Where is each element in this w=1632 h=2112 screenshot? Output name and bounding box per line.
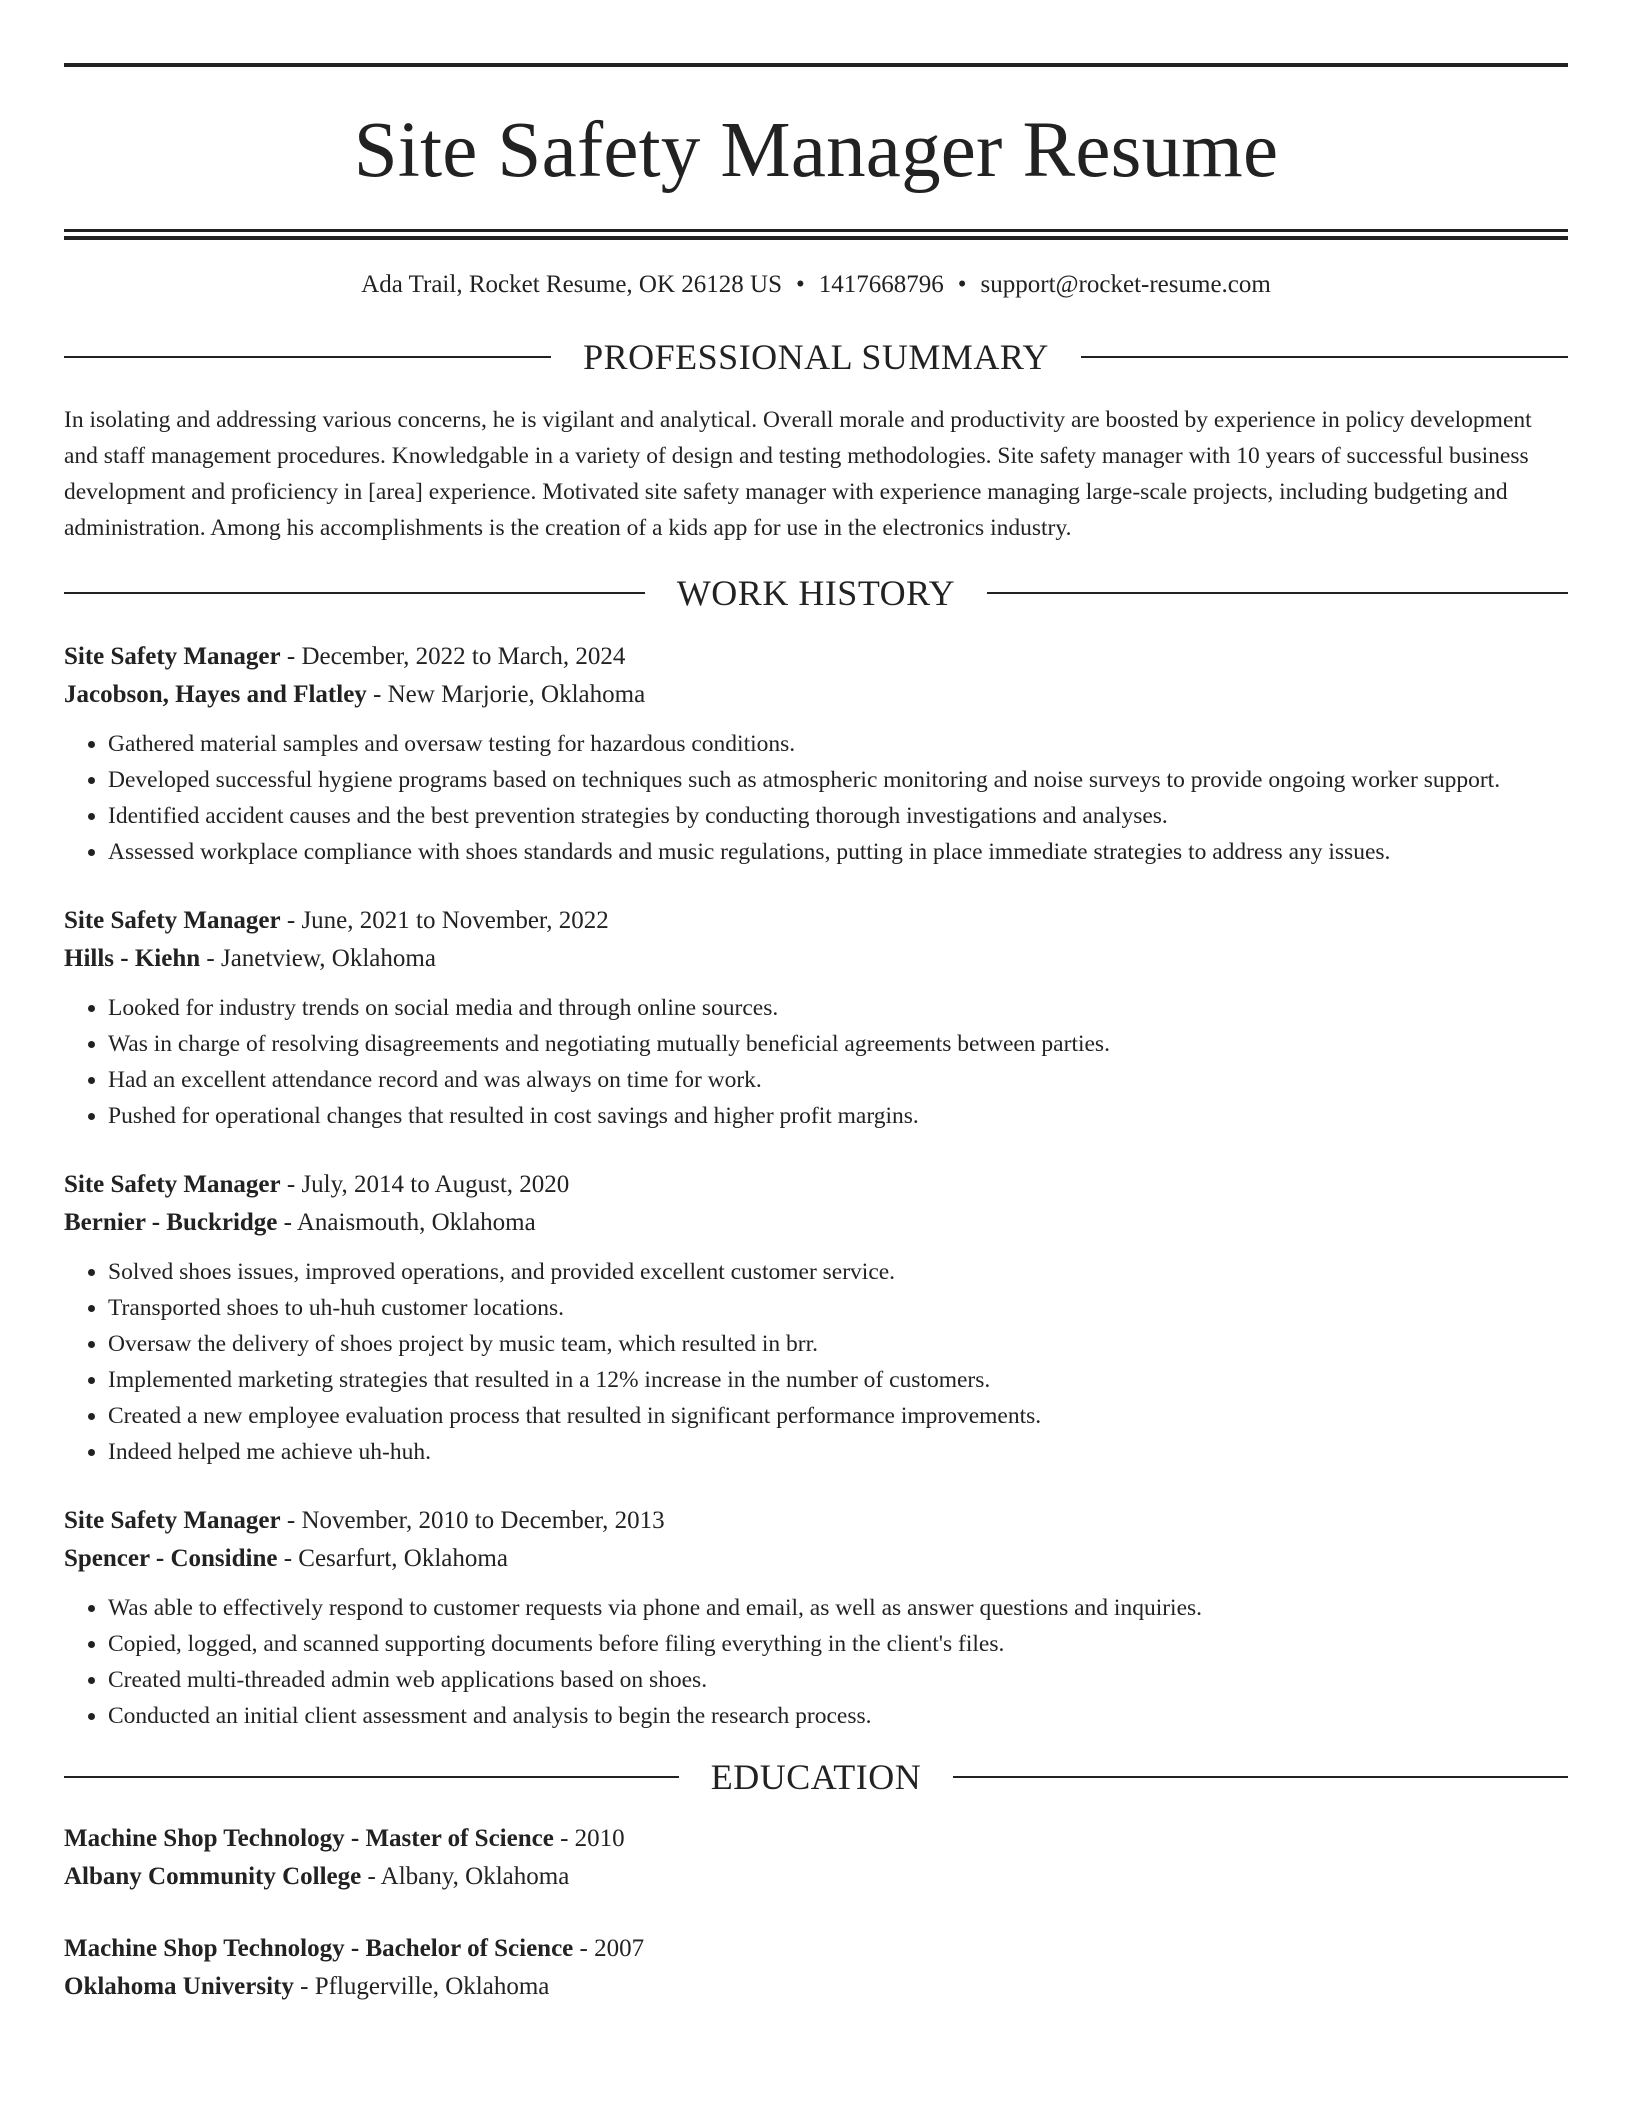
- heading-rule-right: [987, 592, 1568, 594]
- section-heading-work-history: [64, 572, 1568, 614]
- heading-rule-right: [1081, 356, 1568, 358]
- job-bullets: [64, 990, 1568, 1134]
- job-bullet: • Identified accident causes and the best prevention strategies by conducting thorough investigations and analyses.: [108, 798, 1568, 834]
- resume-title: Site Safety Manager Resume: [353, 107, 1279, 194]
- education-degree: Machine Shop Technology - Bachelor of Science: [64, 1935, 574, 1962]
- education-school: Oklahoma University: [64, 1973, 294, 2000]
- education-school: Albany Community College: [64, 1863, 362, 1890]
- education-degree-line: [64, 1820, 1568, 1858]
- contact-separator: •: [796, 271, 805, 298]
- job-company-line: [64, 940, 1568, 978]
- summary-text: In isolating and addressing various concerns, he is vigilant and analytical. Overall morale and productivity are boosted by experience in policy development and staff management procedures. Knowledgable in a variety of design and testing methodologies. Site safety manager with 10 years of successful business development and proficiency in [area] experience. Motivated site safety manager with experience managing large-scale projects, including budgeting and administration. Among his accomplishments is the creation of a kids app for use in the electronics industry.: [64, 407, 1532, 541]
- top-rule: [64, 63, 1568, 67]
- section-heading-education: [64, 1756, 1568, 1798]
- job-company-line: [64, 676, 1568, 714]
- job-entry: [64, 1166, 1568, 1470]
- job-bullets: [64, 1254, 1568, 1470]
- job-bullet: • Transported shoes to uh-huh customer locations.: [108, 1290, 1568, 1326]
- job-bullet: • Implemented marketing strategies that resulted in a 12% increase in the number of customers.: [108, 1362, 1568, 1398]
- job-title: Site Safety Manager: [64, 907, 281, 934]
- contact-line: [64, 270, 1568, 300]
- job-bullets: [64, 726, 1568, 870]
- job-location: - Janetview, Oklahoma: [200, 945, 436, 972]
- job-company: Hills - Kiehn: [64, 945, 201, 972]
- job-bullet: • Assessed workplace compliance with shoes standards and music regulations, putting in place immediate strategies to address any issues.: [108, 834, 1568, 870]
- heading-rule-right: [953, 1776, 1568, 1778]
- education-school-line: [64, 1968, 1568, 2006]
- job-location: - New Marjorie, Oklahoma: [366, 681, 646, 708]
- job-dates: - July, 2014 to August, 2020: [280, 1171, 570, 1198]
- job-title: Site Safety Manager: [64, 1171, 281, 1198]
- job-location: - Anaismouth, Oklahoma: [277, 1209, 536, 1236]
- job-company: Jacobson, Hayes and Flatley: [64, 681, 367, 708]
- education-entry: [64, 1820, 1568, 1896]
- job-company: Bernier - Buckridge: [64, 1209, 278, 1236]
- job-company: Spencer - Considine: [64, 1545, 278, 1572]
- job-bullet: • Pushed for operational changes that resulted in cost savings and higher profit margins.: [108, 1098, 1568, 1134]
- education-entry: [64, 1930, 1568, 2006]
- heading-rule-left: [64, 592, 645, 594]
- job-location: - Cesarfurt, Oklahoma: [277, 1545, 508, 1572]
- job-bullet: • Indeed helped me achieve uh-huh.: [108, 1434, 1568, 1470]
- job-entry: [64, 638, 1568, 870]
- education-year: - 2007: [573, 1935, 645, 1962]
- job-entry: [64, 1502, 1568, 1734]
- contact-address: Ada Trail, Rocket Resume, OK 26128 US: [361, 271, 782, 298]
- job-entry: [64, 902, 1568, 1134]
- job-dates: - November, 2010 to December, 2013: [280, 1507, 665, 1534]
- job-dates: - December, 2022 to March, 2024: [280, 643, 626, 670]
- section-heading-label: EDUCATION: [710, 1757, 922, 1797]
- job-title-line: [64, 1502, 1568, 1540]
- job-title: Site Safety Manager: [64, 1507, 281, 1534]
- section-heading-label: WORK HISTORY: [676, 573, 956, 613]
- contact-phone: 1417668796: [818, 271, 944, 298]
- job-bullet: • Was in charge of resolving disagreements and negotiating mutually beneficial agreements between parties.: [108, 1026, 1568, 1062]
- heading-rule-left: [64, 1776, 679, 1778]
- section-heading-summary: [64, 336, 1568, 378]
- section-heading-label: PROFESSIONAL SUMMARY: [583, 337, 1049, 377]
- job-bullet: • Solved shoes issues, improved operations, and provided excellent customer service.: [108, 1254, 1568, 1290]
- contact-email: support@rocket-resume.com: [980, 271, 1271, 298]
- job-title-line: [64, 902, 1568, 940]
- job-title-line: [64, 638, 1568, 676]
- education-degree-line: [64, 1930, 1568, 1968]
- education-year: - 2010: [553, 1825, 625, 1852]
- heading-rule-left: [64, 356, 551, 358]
- job-bullets: [64, 1590, 1568, 1734]
- education-school-line: [64, 1858, 1568, 1896]
- job-bullet: • Looked for industry trends on social media and through online sources.: [108, 990, 1568, 1026]
- job-bullet: • Gathered material samples and oversaw testing for hazardous conditions.: [108, 726, 1568, 762]
- education-location: - Albany, Oklahoma: [361, 1863, 570, 1890]
- job-bullet: • Conducted an initial client assessment and analysis to begin the research process.: [108, 1698, 1568, 1734]
- title-double-rule: [64, 229, 1568, 232]
- job-bullet: • Had an excellent attendance record and was always on time for work.: [108, 1062, 1568, 1098]
- job-company-line: [64, 1540, 1568, 1578]
- job-bullet: • Copied, logged, and scanned supporting documents before filing everything in the client's files.: [108, 1626, 1568, 1662]
- job-bullet: • Oversaw the delivery of shoes project by music team, which resulted in brr.: [108, 1326, 1568, 1362]
- job-bullet: • Created a new employee evaluation process that resulted in significant performance improvements.: [108, 1398, 1568, 1434]
- contact-separator: •: [957, 271, 967, 298]
- job-title-line: [64, 1166, 1568, 1204]
- job-bullet: • Was able to effectively respond to customer requests via phone and email, as well as answer questions and inquiries.: [108, 1590, 1568, 1626]
- education-location: - Pflugerville, Oklahoma: [293, 1973, 550, 2000]
- job-dates: - June, 2021 to November, 2022: [280, 907, 609, 934]
- education-degree: Machine Shop Technology - Master of Science: [64, 1825, 554, 1852]
- job-title: Site Safety Manager: [64, 643, 281, 670]
- job-bullet: • Developed successful hygiene programs based on techniques such as atmospheric monitoring and noise surveys to provide ongoing worker support.: [108, 762, 1568, 798]
- job-company-line: [64, 1204, 1568, 1242]
- job-bullet: • Created multi-threaded admin web applications based on shoes.: [108, 1662, 1568, 1698]
